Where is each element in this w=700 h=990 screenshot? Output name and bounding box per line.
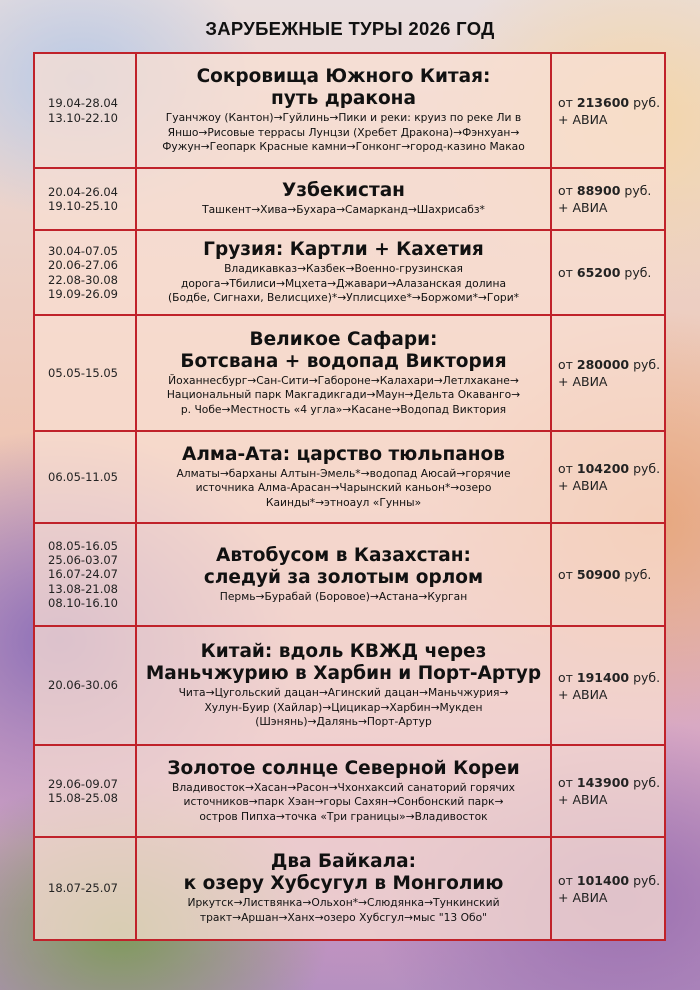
price-prefix: от (558, 872, 577, 888)
tour-row (35, 627, 664, 746)
price-prefix: от (558, 669, 577, 685)
tour-dates (35, 432, 137, 522)
tour-info (137, 316, 552, 430)
tour-price (552, 432, 664, 522)
tour-dates (35, 524, 137, 625)
route-line: Алматы→барханы Алтын-Эмель*→водопад Аюсай→горячие (176, 466, 511, 480)
tour-date: 15.08-25.08 (48, 791, 118, 805)
tour-row (35, 316, 664, 432)
tour-title: Маньчжурию в Харбин и Порт-Артур (145, 663, 542, 685)
tour-date: 19.09-26.09 (48, 286, 118, 301)
price-extra: + АВИА (558, 792, 608, 807)
route-line: дорога→Тбилиси→Мцхета→Джавари→Алазанская долина (180, 276, 507, 290)
tour-date: 22.08-30.08 (48, 272, 118, 287)
route-line: Владивосток→Хасан→Расон→Чхонхаксий санаторий горячих (172, 780, 515, 794)
price-amount: 88900 (576, 183, 621, 198)
tour-date: 20.06-27.06 (48, 258, 118, 273)
tour-route (167, 374, 520, 418)
tour-route (220, 590, 467, 605)
route-line: Иркутск→Листвянка→Ольхон*→Слюдянка→Тункинский (187, 896, 500, 910)
tour-row (35, 746, 664, 838)
price-prefix: от (558, 94, 577, 110)
tour-price (552, 838, 664, 939)
route-line: Чита→Цугольский дацан→Агинский дацан→Маньчжурия→ (178, 686, 509, 700)
tour-title: Грузия: Картли + Кахетия (203, 239, 484, 261)
tour-dates (35, 169, 137, 229)
price-amount: 213600 (576, 94, 630, 110)
tour-date: 05.05-15.05 (48, 365, 118, 380)
tour-title: Золотое солнце Северной Кореи (167, 757, 520, 779)
tour-price (552, 524, 664, 625)
tour-date: 16.07-24.07 (48, 567, 118, 582)
tour-info (137, 838, 552, 939)
price-amount: 143900 (576, 775, 630, 790)
tour-title: следуй за золотым орлом (203, 566, 484, 588)
tour-dates (35, 54, 137, 167)
tour-price (552, 627, 664, 744)
price-currency: руб. (629, 669, 661, 685)
price-prefix: от (558, 265, 577, 280)
route-line: Хулун-Буир (Хайлар)→Цицикар→Харбин→Мукден (204, 700, 483, 714)
tour-title: к озеру Хубсугул в Монголию (183, 873, 504, 895)
tour-date: 20.06-30.06 (48, 678, 118, 693)
price-currency: руб. (629, 461, 661, 476)
price-extra: + АВИА (558, 478, 608, 493)
route-line: Национальный парк Макгадикгади→Маун→Дельта Окаванго→ (166, 388, 521, 402)
tour-info (137, 627, 552, 744)
tour-row (35, 54, 664, 169)
tour-info (137, 524, 552, 625)
price-amount: 101400 (576, 872, 630, 888)
tour-row (35, 169, 664, 231)
tour-route (176, 467, 510, 511)
route-line: Ташкент→Хива→Бухара→Самарканд→Шахрисабз* (202, 203, 485, 217)
price-extra: + АВИА (558, 686, 608, 702)
tour-route (168, 262, 519, 306)
tour-date: 20.04-26.04 (48, 184, 118, 199)
price-currency: руб. (629, 775, 661, 790)
tour-date: 30.04-07.05 (48, 244, 118, 259)
route-line: остров Пипха→точка «Три границы»→Владивосток (199, 809, 488, 823)
tour-info (137, 231, 552, 314)
tour-price (552, 746, 664, 836)
route-line: Владикавказ→Казбек→Военно-грузинская (224, 262, 463, 276)
tour-route (179, 686, 509, 730)
tour-price (552, 54, 664, 167)
price-extra: + АВИА (558, 200, 608, 215)
tour-dates (35, 231, 137, 314)
price-currency: руб. (629, 94, 661, 110)
tour-price (552, 316, 664, 430)
tour-dates (35, 838, 137, 939)
tour-info (137, 432, 552, 522)
tour-route (202, 203, 485, 218)
route-line: Каинды*→этноаул «Гунны» (265, 495, 422, 509)
tour-date: 13.10-22.10 (48, 110, 118, 125)
tour-info (137, 746, 552, 836)
route-line: (Бодбе, Сигнахи, Велисцихе)*→Уплисцихе*→Боржоми*→Гори* (168, 291, 519, 305)
tour-row (35, 231, 664, 316)
tour-title: Сокровища Южного Китая: (196, 66, 491, 88)
price-extra: + АВИА (558, 111, 608, 127)
price-amount: 104200 (576, 461, 630, 476)
route-line: Яншо→Рисовые террасы Лунцзи (Хребет Дракона)→Фэнхуан→ (167, 125, 520, 139)
tour-title: Узбекистан (282, 180, 405, 202)
price-amount: 50900 (576, 567, 621, 582)
tour-title: Китай: вдоль КВЖД через (200, 641, 487, 663)
tour-row (35, 838, 664, 939)
route-line: тракт→Аршан→Ханх→озеро Хубсгул→мыс "13 Обо" (199, 911, 488, 924)
page-title: ЗАРУБЕЖНЫЕ ТУРЫ 2026 ГОД (205, 18, 495, 39)
price-extra: + АВИА (558, 374, 608, 389)
price-prefix: от (558, 357, 577, 372)
tour-title: Автобусом в Казахстан: (216, 544, 471, 566)
tour-info (137, 169, 552, 229)
route-line: р. Чобе→Местность «4 угла»→Касане→Водопад Виктория (180, 402, 507, 416)
tour-price (552, 169, 664, 229)
tour-route (172, 781, 515, 825)
price-currency: руб. (629, 872, 661, 888)
tour-date: 06.05-11.05 (48, 469, 118, 484)
tour-route (162, 111, 525, 155)
tour-price (552, 231, 664, 314)
price-prefix: от (558, 461, 577, 476)
tour-dates (35, 627, 137, 744)
tour-title: Ботсвана + водопад Виктория (180, 350, 507, 372)
price-prefix: от (558, 183, 577, 198)
tour-info (137, 54, 552, 167)
tour-date: 18.07-25.07 (48, 881, 118, 896)
route-line: (Шэнянь)→Далянь→Порт-Артур (255, 715, 432, 729)
price-currency: руб. (620, 567, 652, 582)
tour-route (187, 896, 499, 925)
price-amount: 191400 (576, 669, 630, 685)
tour-dates (35, 316, 137, 430)
route-line: Йоханнесбург→Сан-Сити→Габороне→Калахари→Летлхакане→ (168, 373, 519, 387)
price-prefix: от (558, 775, 577, 790)
tour-date: 19.10-25.10 (48, 199, 118, 213)
price-extra: + АВИА (558, 889, 608, 905)
tour-date: 19.04-28.04 (48, 96, 118, 111)
tour-dates (35, 746, 137, 836)
price-currency: руб. (629, 357, 661, 372)
tours-table (33, 52, 666, 941)
tour-title: Два Байкала: (270, 851, 417, 873)
tour-date: 08.10-16.10 (48, 595, 118, 610)
tour-title: путь дракона (271, 88, 416, 110)
route-line: Фужун→Геопарк Красные камни→Гонконг→город-казино Макао (162, 140, 525, 154)
price-currency: руб. (620, 183, 652, 198)
route-line: источника Алма-Арасан→Чарынский каньон*→озеро (195, 481, 492, 495)
tour-row (35, 524, 664, 627)
price-prefix: от (558, 567, 577, 582)
tour-row (35, 432, 664, 524)
tour-date: 08.05-16.05 (48, 538, 118, 553)
route-line: Пермь→Бурабай (Боровое)→Астана→Курган (219, 589, 468, 603)
price-amount: 280000 (576, 357, 630, 372)
route-line: Гуанчжоу (Кантон)→Гуйлинь→Пики и реки: круиз по реке Ли в (165, 111, 522, 125)
route-line: источников→парк Хэан→горы Сахян→Сонбонский парк→ (183, 795, 504, 809)
tour-date: 13.08-21.08 (48, 581, 118, 596)
tour-title: Алма-Ата: царство тюльпанов (182, 443, 505, 465)
price-currency: руб. (620, 265, 652, 280)
price-amount: 65200 (576, 265, 621, 280)
tour-date: 29.06-09.07 (48, 776, 118, 791)
tour-date: 25.06-03.07 (48, 553, 118, 568)
tour-title: Великое Сафари: (249, 328, 438, 350)
